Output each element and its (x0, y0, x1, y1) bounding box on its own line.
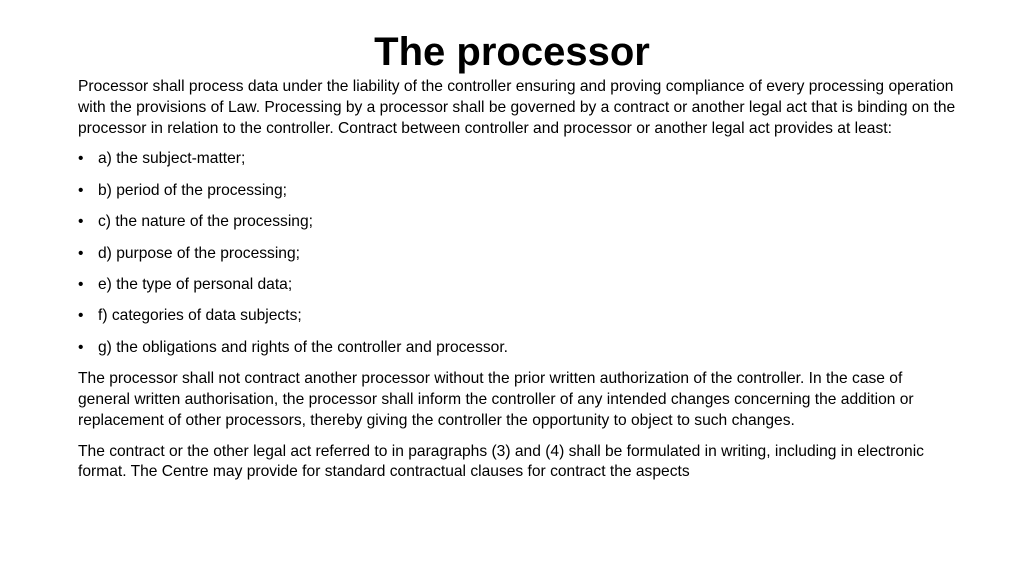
slide-title: The processor (374, 30, 650, 74)
bullet-item (78, 149, 958, 170)
slide-body (78, 77, 958, 493)
bullet-text: a) the subject-matter; (98, 150, 246, 168)
bullet-text: f) categories of data subjects; (98, 307, 302, 325)
bullet-text: c) the nature of the processing; (98, 213, 313, 231)
bullet-icon: • (78, 244, 84, 262)
bullet-item (78, 306, 958, 327)
bullet-text: b) period of the processing; (98, 181, 287, 199)
bullet-item (78, 338, 958, 359)
bullet-icon: • (78, 150, 84, 168)
bullet-text: e) the type of personal data; (98, 275, 293, 293)
authorization-paragraph: The processor shall not contract another processor without the prior written authorization of the controller. In the case of general written authorisation, the processor shall inform the controller of any intended changes concerning the addition or replacement of other processors, thereby giving the controller the opportunity to object to such changes. (78, 370, 914, 429)
contract-form-paragraph: The contract or the other legal act referred to in paragraphs (3) and (4) shall be formulated in writing, including in electronic format. The Centre may provide for standard contractual clauses for contract the aspects (78, 442, 924, 481)
bullet-icon: • (78, 338, 84, 356)
bullet-text: g) the obligations and rights of the controller and processor. (98, 338, 509, 356)
bullet-icon: • (78, 307, 84, 325)
bullet-item (78, 212, 958, 233)
bullet-item (78, 244, 958, 265)
bullet-list (78, 149, 958, 358)
bullet-item (78, 275, 958, 296)
bullet-icon: • (78, 213, 84, 231)
intro-paragraph: Processor shall process data under the liability of the controller ensuring and proving compliance of every processing operation with the provisions of Law. Processing by a processor shall be governed by a contract or another legal act that is binding on the processor in relation to the controller. Contract between controller and processor or another legal act provides at least: (78, 78, 956, 137)
bullet-icon: • (78, 181, 84, 199)
bullet-item (78, 181, 958, 202)
bullet-text: d) purpose of the processing; (98, 244, 300, 262)
bullet-icon: • (78, 275, 84, 293)
